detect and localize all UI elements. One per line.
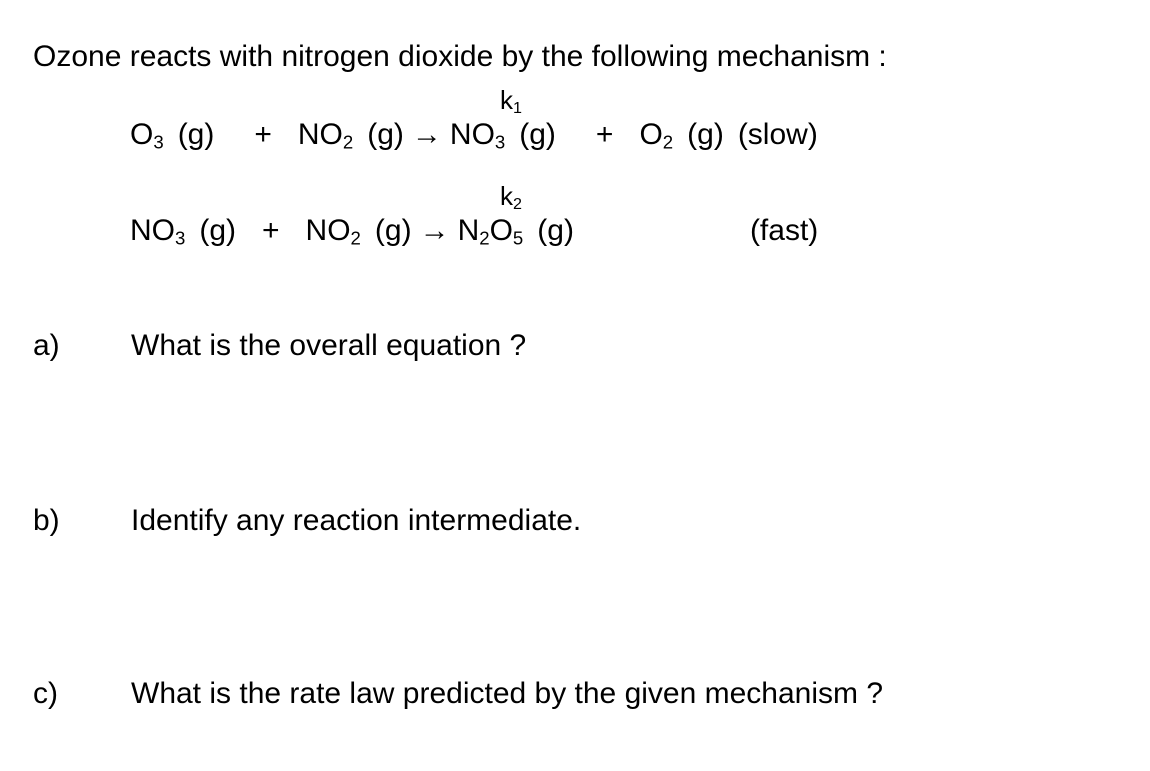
step1-product-2: O	[639, 118, 663, 151]
step1-plus-1: +	[254, 118, 272, 151]
step2-product-n-subscript: 2	[479, 227, 490, 249]
step1-product-1: NO	[449, 118, 495, 151]
question-b-label: b)	[33, 504, 60, 537]
question-a-label: a)	[33, 329, 60, 362]
step1-reactant-2: NO	[297, 118, 343, 151]
step1-reactant-2-state: (g)	[367, 118, 404, 151]
step2-reactant-1: NO	[130, 214, 175, 247]
step1-product-1-subscript: 3	[494, 131, 506, 153]
question-c	[33, 676, 883, 712]
step2-reactant-2-state: (g)	[374, 214, 412, 247]
rate-constant-k2	[33, 182, 1113, 214]
step2-product-o: O	[489, 214, 513, 247]
step2-reactant-1-subscript: 3	[175, 227, 186, 249]
step2-reactant-1-state: (g)	[199, 214, 237, 247]
question-c-text: What is the rate law predicted by the given mechanism ?	[131, 677, 884, 710]
question-b	[33, 503, 581, 539]
reaction-mechanism-block	[33, 86, 1113, 256]
mechanism-step-1	[33, 118, 1113, 160]
step1-speed-label: (slow)	[737, 118, 818, 151]
step1-plus-2: +	[595, 118, 614, 151]
step2-product-state: (g)	[537, 214, 574, 247]
step1-reaction-arrow-icon: →	[411, 118, 442, 151]
rate-constant-k2-subscript: 2	[513, 195, 522, 214]
question-b-text: Identify any reaction intermediate.	[131, 504, 582, 537]
step2-product-n: N	[457, 214, 480, 247]
rate-constant-k1-subscript: 1	[513, 99, 522, 118]
mechanism-spacer	[33, 160, 1113, 182]
rate-constant-k1	[33, 86, 1113, 118]
rate-constant-k2-letter: k	[500, 181, 513, 211]
step1-product-2-state: (g)	[687, 118, 724, 151]
step2-reactant-2-subscript: 2	[350, 227, 361, 249]
step1-reactant-2-subscript: 2	[342, 131, 354, 153]
step2-plus-1: +	[262, 214, 280, 247]
question-a	[33, 328, 526, 364]
step1-product-1-state: (g)	[519, 118, 556, 151]
rate-constant-k1-letter: k	[500, 85, 513, 115]
step2-speed-label: (fast)	[749, 214, 819, 247]
step1-reactant-1-subscript: 3	[153, 131, 164, 153]
step2-product-o-subscript: 5	[512, 227, 524, 249]
step1-reactant-1: O	[130, 118, 154, 151]
step1-reactant-1-state: (g)	[177, 118, 215, 151]
intro-text: Ozone reacts with nitrogen dioxide by the following mechanism :	[33, 40, 887, 73]
question-c-label: c)	[33, 677, 58, 710]
step2-reactant-2: NO	[305, 214, 351, 247]
step2-reaction-arrow-icon: →	[419, 214, 450, 247]
step1-product-2-subscript: 2	[662, 131, 674, 153]
question-a-text: What is the overall equation ?	[131, 329, 527, 362]
mechanism-step-2	[33, 214, 1113, 256]
